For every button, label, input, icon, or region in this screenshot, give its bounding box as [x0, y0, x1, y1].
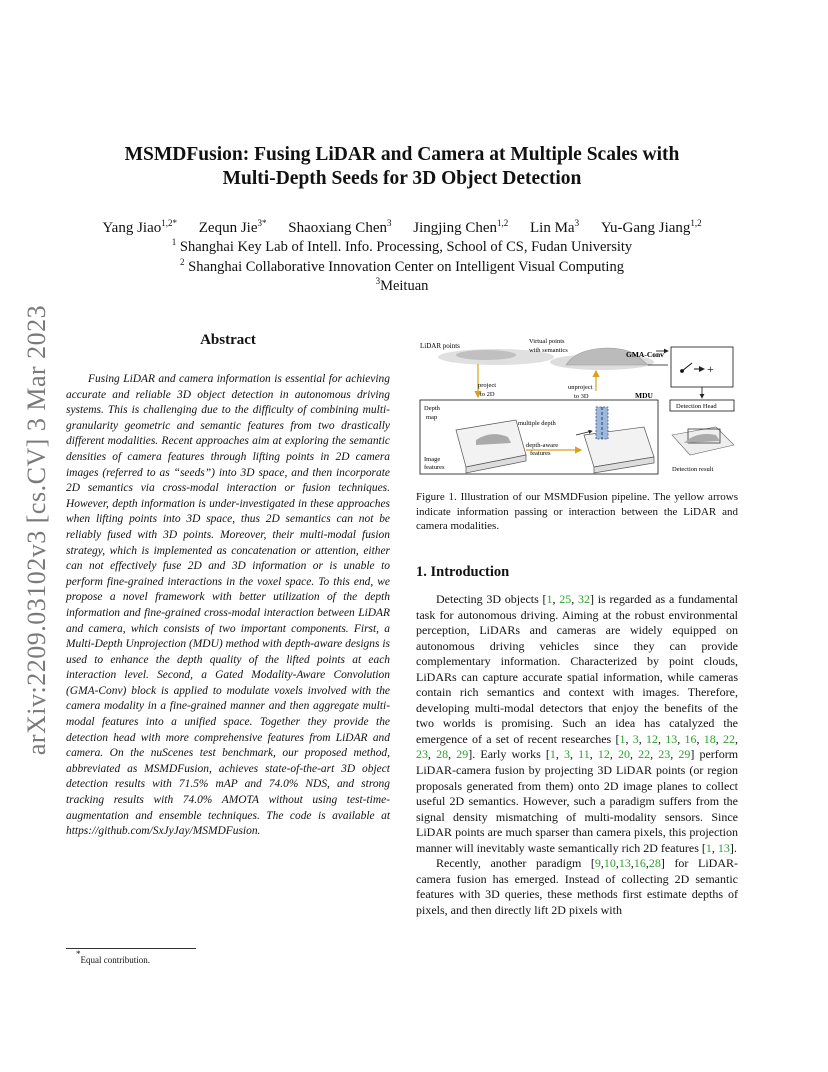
title-line-2: Multi-Depth Seeds for 3D Object Detection	[222, 168, 582, 189]
introduction-body	[416, 592, 738, 918]
text-run: ,	[711, 840, 718, 855]
text-run: ,	[645, 856, 649, 871]
image-features-label-2: features	[424, 464, 445, 471]
multiple-depth-label: multiple depth	[518, 420, 556, 427]
depth-aware-feature-slab	[584, 407, 654, 473]
author: Jingjing Chen$^{1,2}$	[413, 218, 509, 236]
text-run: ,	[609, 747, 618, 762]
citation-link[interactable]: 29	[456, 747, 469, 762]
citation-link[interactable]: 3	[632, 731, 639, 746]
text-run: Recently, another paradigm [	[436, 856, 595, 871]
detection-result-label: Detection result	[672, 466, 714, 473]
footnote: *Equal contribution.	[76, 949, 150, 965]
text-run: ,	[670, 747, 679, 762]
introduction-paragraph-2	[416, 856, 738, 918]
text-run: ,	[552, 592, 560, 606]
author-list	[60, 219, 744, 238]
unproject-label-2: to 3D	[574, 393, 589, 400]
citation-link[interactable]: 29	[678, 747, 691, 762]
citation-link[interactable]: 1	[549, 747, 556, 762]
footnote-rule	[66, 948, 196, 949]
text-run: ]. Early works [	[468, 747, 550, 762]
project-label-1: project	[478, 382, 497, 389]
abstract-heading: Abstract	[200, 332, 256, 348]
depth-map-label-2: map	[426, 414, 438, 421]
lidar-points-label: LiDAR points	[420, 342, 460, 350]
citation-link[interactable]: 9	[594, 856, 601, 871]
arxiv-identifier-text: arXiv:2209.03102v3 [cs.CV] 3 Mar 2023	[22, 304, 51, 756]
text-run: ,	[600, 856, 604, 871]
text-run: ] perform LiDAR-camera fusion by projecting 3D LiDAR points (or region proposals generated from them) onto 2D image planes to collect useful 2D semantics. However, such a paradigm suffers from the signal density mismatching of multi-modality sensors. Since LiDAR points are much sparser than camera pixels, this projection manner will inevitably waste semantically rich 2D features [	[416, 747, 739, 855]
citation-link[interactable]: 3	[564, 747, 571, 762]
figure-caption: Figure 1. Illustration of our MSMDFusion pipeline. The yellow arrows indicate information passing or interaction between the LiDAR and camera modalities.	[416, 491, 738, 533]
citation-link[interactable]: 16	[684, 731, 697, 746]
affiliation-3: $^3$Meituan	[375, 276, 429, 294]
author: Shaoxiang Chen$^3$	[288, 218, 392, 236]
citation-link[interactable]: 28	[436, 747, 449, 762]
text-run: ].	[729, 840, 737, 855]
citation-link[interactable]: 11	[578, 747, 590, 762]
citation-link[interactable]: 1	[705, 840, 712, 855]
text-run: ,	[677, 731, 685, 746]
citation-link[interactable]: 23	[416, 747, 428, 762]
arxiv-identifier	[22, 290, 52, 770]
abstract-body: Fusing LiDAR and camera information is essential for achieving accurate and reliable 3D object detection in autonomous driving systems. This is challenging due to the difficulty of combining multi-granularity geometric and semantic features from two drastically different modalities. Recent approaches aim at exploring the semantic densities of camera features through lifting points in 2D camera images (referred to as “seeds”) into 3D space, and then incorporate 2D semantics via cross-modal interaction or fusion techniques. However, depth information is under-investigated in these approaches when lifting points into 3D space, thus 2D semantics can not be reliably fused with 3D points. Moreover, their multi-modal fusion strategy, which is implemented as concatenation or attention, either can not effectively fuse 2D and 3D information or is unable to perform fine-grained interactions in the voxel space. To this end, we propose a novel framework with better utilization of the depth information and fine-grained cross-modal interaction between LiDAR and camera, which consists of two important components. First, a Multi-Depth Unprojection (MDU) method with depth-aware designs is used to enhance the depth quality of the lifted points at each interaction level. Second, a Gated Modality-Aware Convolution (GMA-Conv) block is applied to modulate voxels involved with the camera modality in a fine-grained manner and then aggregate multi-modal features into a unified space. Together they provide the detection head with more comprehensive features from LiDAR and camera. On the nuScenes test benchmark, our proposed method, abbreviated as MSMDFusion, achieves state-of-the-art 3D object detection results with 71.5% mAP and 74.0% NDS, and strong tracking results with 74.0% AMOTA without using test-time-augmentation and ensemble techniques. The code is available at https://github.com/SxJyJay/MSMDFusion.	[66, 373, 390, 838]
citation-link[interactable]: 32	[578, 592, 591, 606]
image-feature-slab	[456, 420, 526, 473]
author: Zequn Jie$^{3*}$	[198, 218, 267, 236]
citation-link[interactable]: 13	[717, 840, 730, 855]
gma-conv-label: GMA-Conv	[626, 350, 664, 359]
gate-plus-icon: +	[707, 362, 714, 376]
text-run: ,	[555, 747, 565, 762]
text-run: ,	[650, 747, 659, 762]
citation-link[interactable]: 16	[633, 856, 646, 871]
virtual-points-label-2: with semantics	[529, 347, 568, 354]
virtual-points-label-1: Virtual points	[529, 338, 565, 345]
text-run: ,	[629, 747, 639, 762]
author: Yu-Gang Jiang$^{1,2}$	[600, 218, 702, 236]
text-run: ,	[589, 747, 598, 762]
citation-link[interactable]: 28	[648, 856, 661, 871]
mdu-label: MDU	[635, 391, 653, 400]
text-run: ,	[657, 731, 666, 746]
image-features-label-1: Image	[424, 456, 441, 463]
text-run: ,	[696, 731, 704, 746]
citation-link[interactable]: 18	[703, 731, 716, 746]
citation-link[interactable]: 22	[638, 747, 651, 762]
citation-link[interactable]: 13	[665, 731, 678, 746]
citation-link[interactable]: 12	[645, 731, 658, 746]
text-run: ,	[448, 747, 457, 762]
citation-link[interactable]: 20	[617, 747, 630, 762]
introduction-heading: 1. Introduction	[416, 564, 510, 580]
text-run: ] is regarded as a fundamental task for autonomous driving. Aiming at the robust environmental perception, LiDARs and cameras are widely equipped on autonomous driving vehicles since they can provide complementary information. Characterized by point clouds, LiDARs can capture accurate spatial information, while cameras contain rich semantics and context with images. Therefore, developing multi-modal detectors that enjoy the benefits of the two worlds is promising. Such an idea has catalyzed the emergence of a set of recent researches [	[416, 592, 739, 746]
author: Yang Jiao$^{1,2*}$	[102, 218, 177, 236]
text-run: ] for LiDAR-camera fusion has emerged. Instead of collecting 2D semantic features with 3D queries, these methods first estimate depths of pixels, and then directly lift 2D pixels with	[416, 856, 738, 917]
depth-aware-label-2: features	[530, 450, 551, 457]
affiliation-1: $^1$ Shanghai Key Lab of Intell. Info. Processing, School of CS, Fudan University	[171, 237, 633, 255]
pipeline-figure	[416, 335, 738, 477]
citation-link[interactable]: 10	[603, 856, 616, 871]
detection-head-label: Detection Head	[676, 403, 717, 410]
unproject-label-1: unproject	[568, 384, 593, 391]
gma-conv-box	[671, 347, 733, 387]
text-run: ,	[625, 731, 633, 746]
title-line-1: MSMDFusion: Fusing LiDAR and Camera at Multiple Scales with	[124, 144, 680, 165]
author: Lin Ma$^3$	[530, 218, 580, 236]
paper-title	[100, 143, 704, 191]
text-run: Detecting 3D objects [	[436, 592, 547, 606]
depth-map-label-1: Depth	[424, 405, 440, 412]
text-run: ,	[735, 731, 739, 746]
text-run: ,	[428, 747, 437, 762]
affiliation-2: $^2$ Shanghai Collaborative Innovation Center on Intelligent Visual Computing	[180, 257, 624, 275]
detection-result-box	[672, 427, 734, 455]
text-run: ,	[615, 856, 619, 871]
citation-link[interactable]: 1	[619, 731, 626, 746]
citation-link[interactable]: 23	[658, 747, 671, 762]
text-run: ,	[570, 747, 579, 762]
citation-link[interactable]: 1	[546, 592, 553, 606]
citation-link[interactable]: 12	[597, 747, 610, 762]
depth-aware-label-1: depth-aware	[526, 442, 559, 449]
text-run: ,	[638, 731, 646, 746]
text-run: ,	[715, 731, 724, 746]
citation-link[interactable]: 22	[723, 731, 736, 746]
introduction-paragraph-1	[416, 592, 738, 856]
project-label-2: to 2D	[480, 391, 495, 398]
text-run: ,	[571, 592, 579, 606]
citation-link[interactable]: 25	[559, 592, 572, 606]
citation-link[interactable]: 13	[618, 856, 631, 871]
text-run: ,	[630, 856, 634, 871]
